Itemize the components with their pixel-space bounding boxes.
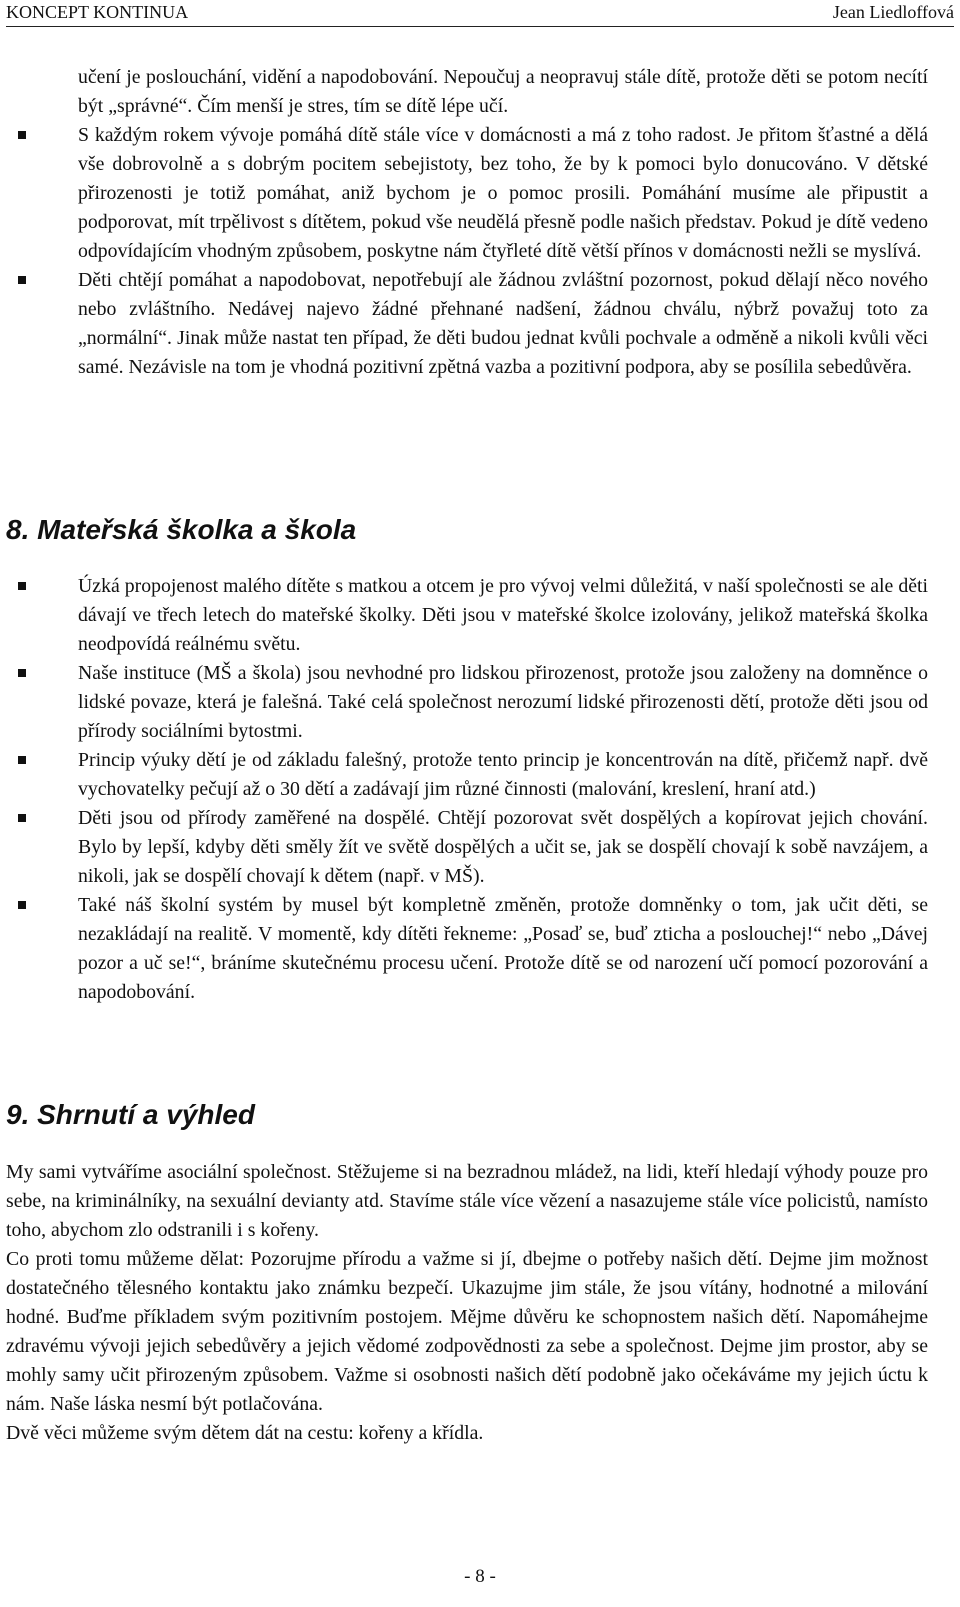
- header-author: Jean Liedloffová: [832, 2, 954, 22]
- list-item: [6, 891, 928, 1007]
- bullet-square-icon: [18, 276, 26, 284]
- list-item: [6, 804, 928, 891]
- page-number: - 8 -: [464, 1566, 496, 1587]
- list-item-text: S každým rokem vývoje pomáhá dítě stále více v domácnosti a má z toho radost. Je přitom šťastné a dělá vše dobrovolně a s dobrým pocitem sebejistoty, bez toho, že by k pomoci bylo donucováno. V dětské přirozenosti je totiž pomáhat, aniž bychom je o pomoc prosili. Pomáhání musíme ale připustit a podporovat, mít trpělivost s dítětem, pokud vše neudělá přesně podle našich představ. Pokud je dítě vedeno odpovídajícím vhodným způsobem, poskytne nám čtyřleté dítě větší přínos v domácnosti nežli se myslívá.: [78, 124, 928, 262]
- list-item: [6, 746, 928, 804]
- header-title: KONCEPT KONTINUA: [6, 2, 189, 22]
- section7-list: [6, 63, 928, 382]
- paragraph: Dvě věci můžeme svým dětem dát na cestu: kořeny a křídla.: [6, 1422, 484, 1444]
- list-item: [6, 659, 928, 746]
- summary-text: [6, 1158, 928, 1448]
- section-heading: 8. Mateřská školka a škola: [6, 514, 357, 545]
- page-header: [6, 0, 954, 27]
- list-item: [6, 572, 928, 659]
- bullet-square-icon: [18, 901, 26, 909]
- list-item: [6, 266, 928, 382]
- list-item-text: Naše instituce (MŠ a škola) jsou nevhodné pro lidskou přirozenost, protože jsou založeny na domněnce o lidské povaze, která je falešná. Také celá společnost nerozumí lidské přirozenosti dětí, protože děti jsou od přírody sociálními bytostmi.: [78, 662, 928, 742]
- paragraph: My sami vytváříme asociální společnost. Stěžujeme si na bezradnou mládež, na lidi, kteří hledají výhody pouze pro sebe, na kriminálníky, na sexuální devianty atd. Stavíme stále více vězení a nasazujeme stále více policistů, namísto toho, abychom zlo odstranili i s kořeny.: [6, 1161, 928, 1241]
- bullet-square-icon: [18, 814, 26, 822]
- section8-list: [6, 572, 928, 1007]
- bullet-square-icon: [18, 756, 26, 764]
- bullet-square-icon: [18, 582, 26, 590]
- section-heading: 9. Shrnutí a výhled: [6, 1099, 255, 1130]
- bullet-square-icon: [18, 131, 26, 139]
- list-item-text: Úzká propojenost malého dítěte s matkou a otcem je pro vývoj velmi důležitá, v naší společnosti se ale děti dávají ve třech letech do mateřské školky. Děti jsou v mateřské školce izolovány, jelikož mateřská školka neodpovídá reálnému světu.: [78, 575, 928, 655]
- bullet-square-icon: [18, 669, 26, 677]
- list-item-text: Také náš školní systém by musel být kompletně změněn, protože domněnky o tom, jak učit děti, se nezakládají na realitě. V momentě, kdy dítěti řekneme: „Posaď se, buď zticha a poslouchej!“ nebo „Dávej pozor a uč se!“, bráníme skutečnému procesu učení. Protože dítě se od narození učí pomocí pozorování a napodobování.: [78, 894, 928, 1003]
- list-item-text: Děti chtějí pomáhat a napodobovat, nepotřebují ale žádnou zvláštní pozornost, pokud dělají něco nového nebo zvláštního. Nedávej najevo žádné přehnané nadšení, žádnou chválu, nýbrž považuj toto za „normální“. Jinak může nastat ten případ, že děti budou jednat kvůli pochvale a odměně a nikoli kvůli věci samé. Nezávisle na tom je vhodná pozitivní zpětná vazba a pozitivní podpora, aby se posílila sebedůvěra.: [78, 269, 928, 378]
- list-item-text: Princip výuky dětí je od základu falešný, protože tento princip je koncentrován na dítě, přičemž např. dvě vychovatelky pečují až o 30 dětí a zadávají jim různé činnosti (malování, kreslení, hraní atd.): [78, 749, 928, 800]
- list-item-text: Děti jsou od přírody zaměřené na dospělé. Chtějí pozorovat svět dospělých a kopírovat jejich chování. Bylo by lepší, kdyby děti směly žít ve světě dospělých a učit se, jak se dospělí chovají k sobě navzájem, a nikoli, jak se dospělí chovají k dětem (např. v MŠ).: [78, 807, 928, 887]
- continued-paragraph: učení je poslouchání, vidění a napodobování. Nepoučuj a neopravuj stále dítě, protože děti se potom necítí být „správné“. Čím menší je stres, tím se dítě lépe učí.: [78, 66, 928, 117]
- paragraph: Co proti tomu můžeme dělat: Pozorujme přírodu a važme si jí, dbejme o potřeby našich dětí. Dejme jim možnost dostatečného tělesného kontaktu jako známku bezpečí. Ukazujme jim stále, že jsou vítány, hodnotné a milování hodné. Buďme příkladem svým pozitivním postojem. Mějme důvěru ke schopnostem našich dětí. Napomáhejme zdravému vývoji jejich sebedůvěry a jejich vědomé zodpovědnosti za sebe a společnost. Dejme jim prostor, aby se mohly samy učit přirozeným způsobem. Važme si osobnosti našich dětí podobně jako očekáváme my jejich úctu k nám. Naše láska nesmí být potlačována.: [6, 1248, 928, 1415]
- list-item: [6, 121, 928, 266]
